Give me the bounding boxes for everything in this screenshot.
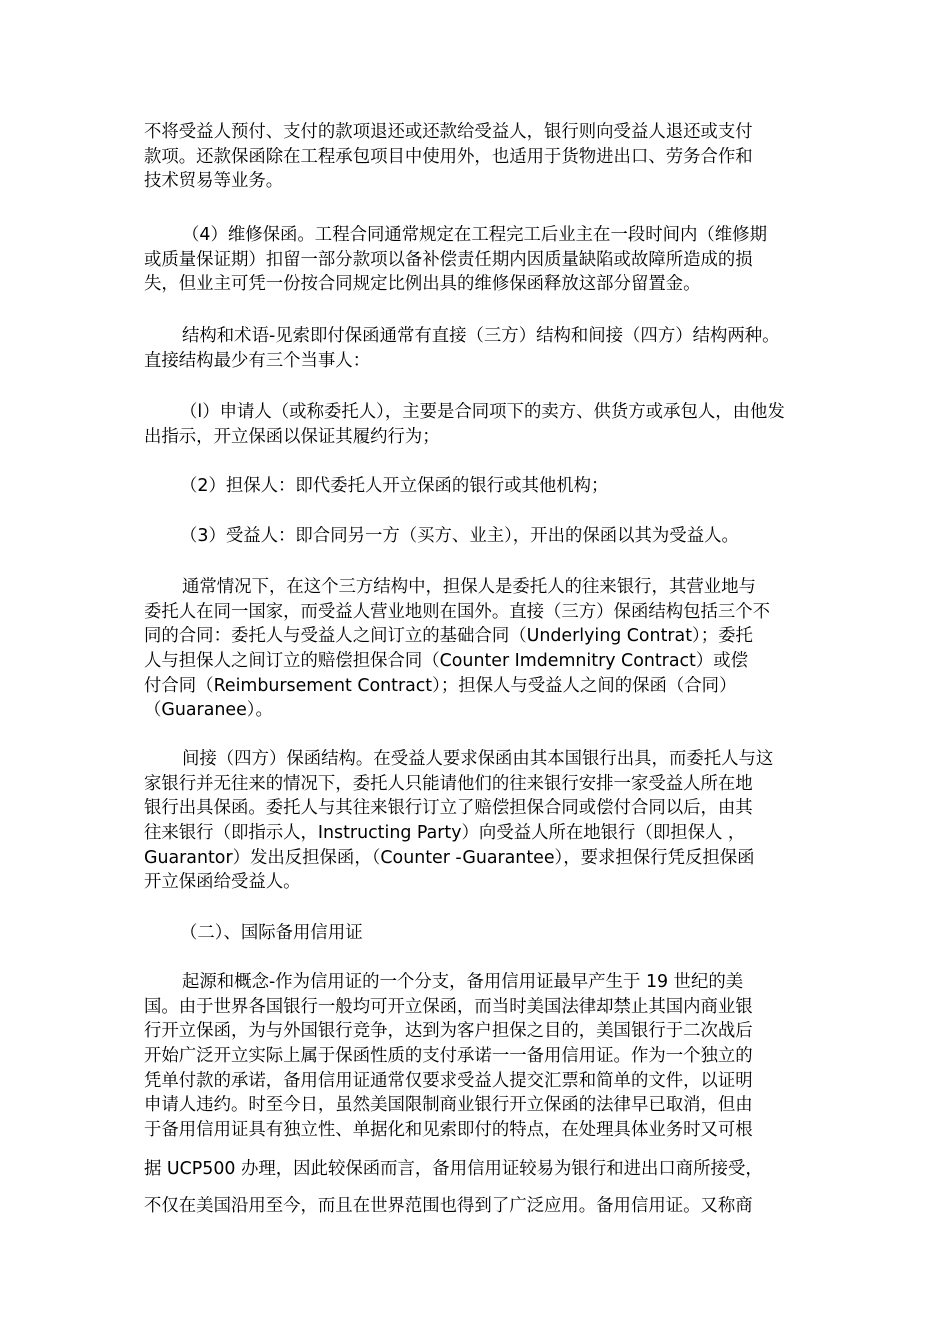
text-line: 委托人在同一国家，而受益人营业地则在国外。直接（三方）保函结构包括三个不 bbox=[144, 601, 771, 622]
paragraph-guarantor bbox=[144, 474, 812, 499]
text-line: 失，但业主可凭一份按合同规定比例出具的维修保函释放这部分留置金。 bbox=[144, 274, 701, 295]
text-line: 人与担保人之间订立的赔偿担保合同（Counter Imdemnitry Contract）或偿 bbox=[144, 651, 749, 672]
text-line: 同的合同：委托人与受益人之间订立的基础合同（Underlying Contrat）；委托 bbox=[144, 626, 753, 647]
paragraph-origin-concept bbox=[144, 970, 812, 1143]
text-line: 直接结构最少有三个当事人： bbox=[144, 350, 371, 371]
text-line: 往来银行（即指示人，Instructing Party）向受益人所在地银行（即担保人 ， bbox=[144, 823, 746, 844]
text-line: 技术贸易等业务。 bbox=[144, 171, 284, 192]
text-line: Guarantor）发出反担保函，（Counter -Guarantee），要求担保行凭反担保函 bbox=[144, 847, 755, 868]
paragraph-indirect-structure bbox=[144, 747, 812, 895]
text-line: 开始广泛开立实际上属于保函性质的支付承诺一一备用信用证。作为一个独立的 bbox=[144, 1046, 753, 1067]
text-line: 凭单付款的承诺，备用信用证通常仅要求受益人提交汇票和简单的文件，以证明 bbox=[144, 1070, 753, 1091]
paragraph-advance-payment-guarantee-end bbox=[144, 120, 812, 194]
text-line: 于备用信用证具有独立性、单据化和见索即付的特点，在处理具体业务时又可根 bbox=[144, 1120, 753, 1141]
text-line: 起源和概念-作为信用证的一个分支，备用信用证最早产生于 19 世纪的美 bbox=[182, 972, 744, 992]
text-line: （l）申请人（或称委托人），主要是合同项下的卖方、供货方或承包人，由他发 bbox=[180, 402, 785, 422]
text-line: 款项。还款保函除在工程承包项目中使用外，也适用于货物进出口、劳务合作和 bbox=[144, 146, 753, 167]
text-line: 不仅在美国沿用至今，而且在世界范围也得到了广泛应用。备用信用证。又称商 bbox=[144, 1196, 753, 1216]
text-line: （Guaranee）。 bbox=[144, 700, 273, 721]
paragraph-beneficiary bbox=[144, 524, 812, 549]
text-line-widely-used bbox=[144, 1194, 812, 1219]
text-line: 间接（四方）保函结构。在受益人要求保函由其本国银行出具，而委托人与这 bbox=[182, 749, 774, 769]
text-line: 出指示，开立保函以保证其履约行为； bbox=[144, 426, 440, 447]
text-line: 开立保函给受益人。 bbox=[144, 872, 301, 893]
text-line: （3）受益人：即合同另一方（买方、业主），开出的保函以其为受益人。 bbox=[180, 526, 739, 546]
text-line-ucp500 bbox=[144, 1157, 812, 1182]
text-line: 或质量保证期）扣留一部分款项以备补偿责任期内因质量缺陷或故障所造成的损 bbox=[144, 249, 753, 270]
paragraph-direct-structure bbox=[144, 575, 812, 723]
text-line: 银行出具保函。委托人与其往来银行订立了赔偿担保合同或偿付合同以后，由其 bbox=[144, 798, 753, 819]
text-line: （2）担保人：即代委托人开立保函的银行或其他机构； bbox=[180, 476, 609, 496]
paragraph-applicant bbox=[144, 400, 812, 449]
text-line: 付合同（Reimbursement Contract）；担保人与受益人之间的保函（合同） bbox=[144, 675, 737, 696]
paragraph-maintenance-guarantee bbox=[144, 223, 812, 297]
text-line: 行开立保函，为与外国银行竞争，达到为客户担保之目的，美国银行于二次战后 bbox=[144, 1021, 753, 1042]
text-line: 结构和术语-见索即付保函通常有直接（三方）结构和间接（四方）结构两种。 bbox=[182, 326, 780, 346]
text-line: 据 UCP500 办理，因此较保函而言，备用信用证较易为银行和进出口商所接受， bbox=[144, 1159, 763, 1179]
paragraph-structure-terms bbox=[144, 324, 812, 373]
text-line: 家银行并无往来的情况下，委托人只能请他们的往来银行安排一家受益人所在地 bbox=[144, 773, 753, 794]
text-line: 通常情况下，在这个三方结构中，担保人是委托人的往来银行，其营业地与 bbox=[182, 577, 756, 597]
text-line: 不将受益人预付、支付的款项退还或还款给受益人，银行则向受益人退还或支付 bbox=[144, 122, 753, 142]
text-line: 国。由于世界各国银行一般均可开立保函，而当时美国法律却禁止其国内商业银 bbox=[144, 996, 753, 1017]
text-line: 申请人违约。时至今日，虽然美国限制商业银行开立保函的法律早已取消，但由 bbox=[144, 1095, 753, 1116]
section-heading-standby-lc bbox=[144, 921, 812, 946]
text-line: （4）维修保函。工程合同通常规定在工程完工后业主在一段时间内（维修期 bbox=[182, 225, 767, 245]
text-line: （二）、国际备用信用证 bbox=[180, 923, 363, 943]
